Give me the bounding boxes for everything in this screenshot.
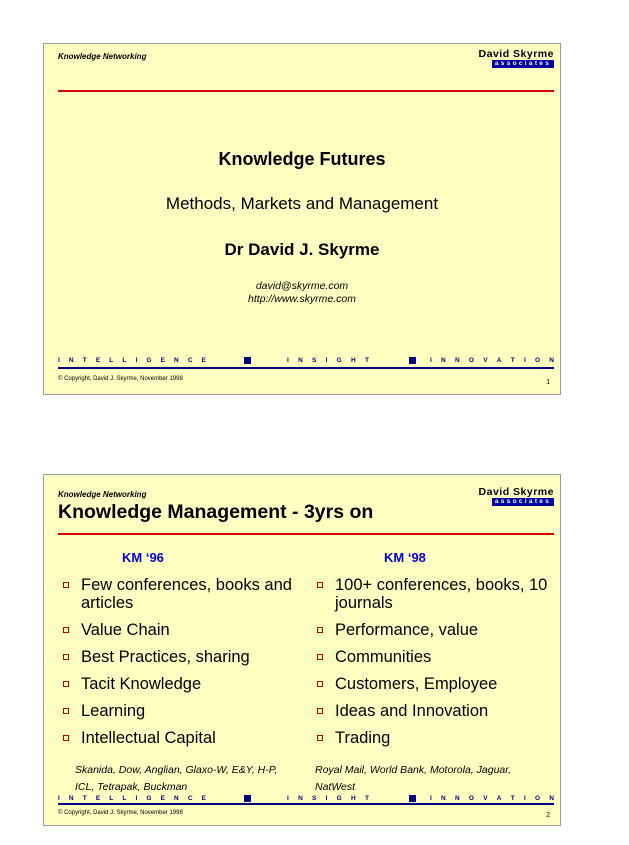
footer-letter: O (468, 356, 474, 364)
slide-title: Knowledge Futures (218, 149, 386, 169)
slide-1 (43, 43, 561, 395)
list-item-text: Trading (335, 729, 391, 747)
bullet-square-icon (317, 708, 323, 714)
footer-letter: L (122, 794, 127, 802)
footer-letter: N (298, 356, 303, 364)
list-item-text: Communities (335, 648, 432, 666)
footer-letter: V (483, 794, 488, 802)
bullet-square-icon (317, 735, 323, 741)
footer-letter: T (364, 794, 369, 802)
km96-examples: Skanida, Dow, Anglian, Glaxo-W, E&Y, H-P, ICL, Tetrapak, Buckman (75, 764, 278, 793)
list-item (60, 729, 292, 747)
brand-sub: associates (492, 60, 554, 68)
footer-word-intelligence (58, 795, 206, 802)
footer-letter: I (430, 794, 432, 802)
footer-letter: S (312, 794, 317, 802)
copyright: © Copyright, David J. Skyrme, November 1998 (58, 810, 183, 816)
page-number: 1 (546, 379, 550, 386)
footer-letter: L (122, 356, 127, 364)
footer-letter: E (95, 356, 101, 364)
footer-letter: E (95, 794, 101, 802)
footer-letter: E (201, 794, 206, 802)
footer-letter: G (336, 356, 342, 364)
footer-letter: N (441, 356, 446, 364)
footer-letter: N (441, 794, 446, 802)
list-item-text: Best Practices, sharing (81, 648, 250, 666)
list-item-text: Few conferences, books and articles (81, 576, 292, 612)
footer-letter: I (325, 356, 328, 364)
footer-letter: E (160, 356, 165, 364)
footer-letter: L (109, 356, 114, 364)
footer-letter: A (496, 794, 502, 802)
footer-letter: I (287, 794, 289, 802)
slide-subtitle: Methods, Markets and Management (165, 194, 439, 213)
footer-letter: I (287, 356, 289, 364)
footer-letter: S (312, 356, 317, 364)
slide-title: Knowledge Management - 3yrs on (58, 501, 374, 523)
header-divider (58, 90, 554, 92)
footer-letter: T (510, 356, 515, 364)
footer-letter: I (325, 794, 328, 802)
list-item-text: Customers, Employee (335, 675, 498, 693)
footer-divider (58, 803, 554, 805)
list-item-text: Performance, value (335, 621, 479, 639)
footer-letter: I (523, 356, 526, 364)
brand-logo (458, 487, 554, 506)
footer-word-innovation (430, 795, 554, 802)
footer-letter: O (535, 356, 541, 364)
list-item (60, 648, 292, 666)
footer-letter: V (483, 356, 488, 364)
list-item-text: 100+ conferences, books, 10 journals (335, 576, 548, 612)
bullet-square-icon (317, 582, 323, 588)
footer-letter: I (58, 794, 60, 802)
list-item (314, 702, 554, 720)
footer-letter: C (187, 794, 193, 802)
footer-square-icon (244, 795, 251, 802)
bullet-square-icon (63, 735, 69, 741)
footer-letter: H (350, 356, 356, 364)
list-item-text: Intellectual Capital (81, 729, 216, 747)
footer-word-insight (287, 795, 369, 802)
footer-word-innovation (430, 357, 554, 364)
footer-letter: E (201, 356, 206, 364)
km96-list (60, 576, 292, 756)
footer-letter: H (350, 794, 356, 802)
footer-letter: N (298, 794, 303, 802)
author-url: http://www.skyrme.com (248, 293, 356, 305)
footer-letter: N (549, 794, 554, 802)
footer-letter: N (174, 356, 179, 364)
copyright: © Copyright, David J. Skyrme, November 1998 (58, 376, 183, 382)
footer-tagline (58, 793, 554, 803)
footer-square-icon (244, 357, 251, 364)
bullet-square-icon (63, 582, 69, 588)
brand-sub: associates (492, 498, 554, 506)
list-item (314, 576, 554, 612)
footer-letter: N (68, 356, 74, 364)
footer-square-icon (409, 795, 416, 802)
footer-word-intelligence (58, 357, 206, 364)
footer-letter: C (187, 356, 193, 364)
footer-square-icon (409, 357, 416, 364)
footer-letter: E (160, 794, 165, 802)
list-item (314, 729, 554, 747)
bullet-square-icon (63, 708, 69, 714)
page-number: 2 (546, 812, 550, 819)
footer-letter: T (364, 356, 369, 364)
header-divider (58, 533, 554, 535)
footer-letter: N (68, 794, 74, 802)
footer-letter: I (135, 356, 138, 364)
brand-name: David Skyrme (478, 486, 554, 498)
footer-letter: A (496, 356, 502, 364)
footer-letter: N (174, 794, 179, 802)
footer-letter: G (146, 356, 152, 364)
slide-2 (43, 474, 561, 826)
brand-logo (458, 49, 554, 68)
footer-letter: N (454, 794, 460, 802)
km98-list (314, 576, 554, 756)
column-heading-km96: KM ‘96 (122, 550, 164, 565)
footer-tagline (58, 355, 554, 365)
footer-letter: I (58, 356, 60, 364)
author-email: david@skyrme.com (255, 280, 349, 292)
footer-letter: I (523, 794, 526, 802)
list-item (60, 702, 292, 720)
list-item (314, 621, 554, 639)
list-item-text: Learning (81, 702, 146, 720)
list-item (60, 675, 292, 693)
bullet-square-icon (317, 627, 323, 633)
bullet-square-icon (63, 627, 69, 633)
brand-name: David Skyrme (478, 48, 554, 60)
list-item (60, 621, 292, 639)
footer-letter: G (146, 794, 152, 802)
footer-word-insight (287, 357, 369, 364)
footer-letter: I (430, 356, 432, 364)
bullet-square-icon (63, 654, 69, 660)
footer-letter: O (468, 794, 474, 802)
bullet-square-icon (317, 654, 323, 660)
bullet-square-icon (63, 681, 69, 687)
footer-letter: L (109, 794, 114, 802)
footer-letter: N (454, 356, 460, 364)
list-item (314, 648, 554, 666)
footer-letter: N (549, 356, 554, 364)
footer-letter: T (82, 794, 87, 802)
header-label: Knowledge Networking (58, 490, 147, 499)
footer-letter: O (535, 794, 541, 802)
footer-letter: I (135, 794, 138, 802)
footer-divider (58, 367, 554, 369)
list-item-text: Tacit Knowledge (81, 675, 202, 693)
author-name: Dr David J. Skyrme (224, 240, 380, 259)
list-item (314, 675, 554, 693)
column-heading-km98: KM ‘98 (384, 550, 426, 565)
footer-letter: T (510, 794, 515, 802)
list-item-text: Value Chain (81, 621, 170, 639)
list-item-text: Ideas and Innovation (335, 702, 489, 720)
km98-examples: Royal Mail, World Bank, Motorola, Jaguar, NatWest (315, 764, 512, 793)
list-item (60, 576, 292, 612)
bullet-square-icon (317, 681, 323, 687)
footer-letter: T (82, 356, 87, 364)
footer-letter: G (336, 794, 342, 802)
header-label: Knowledge Networking (58, 52, 147, 61)
